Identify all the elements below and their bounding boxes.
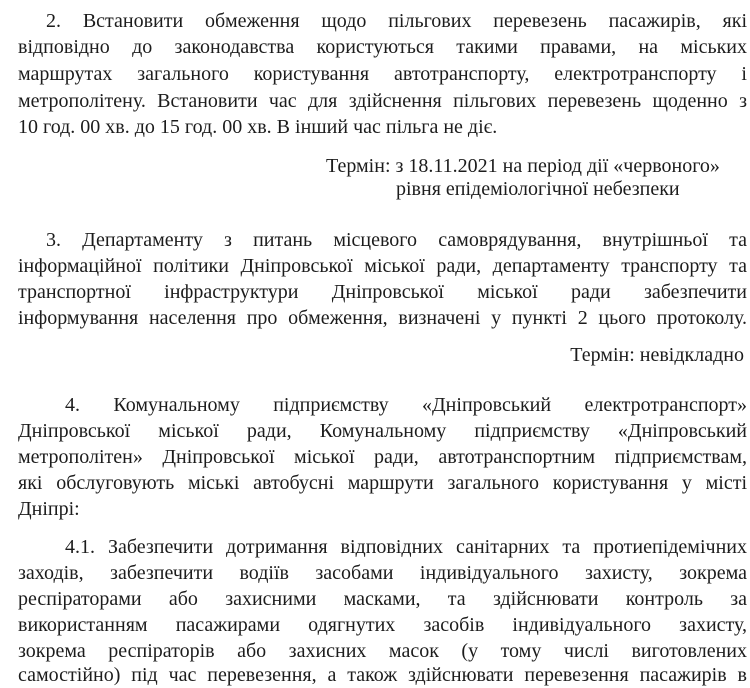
paragraph-4-line-3: метрополітен» Дніпровської міської ради, автотранспортним підприємствам,: [18, 446, 747, 468]
paragraph-2-line-3: маршрутах загального користування автотранспорту, електротранспорту і: [18, 63, 747, 85]
paragraph-3-line-4: інформування населення про обмеження, визначені у пункті 2 цього протоколу.: [18, 307, 747, 329]
paragraph-4-line-2: Дніпровської міської ради, Комунальному підприємству «Дніпровський: [18, 420, 747, 442]
paragraph-4-1-line-3: респіраторами або захисними масками, та здійснювати контроль за: [18, 588, 747, 610]
paragraph-4-line-4: які обслуговують міські автобусні маршрути загального користування у місті: [18, 472, 747, 494]
paragraph-2-line-5: 10 год. 00 хв. до 15 год. 00 хв. В інший час пільга не діє.: [18, 116, 498, 138]
paragraph-4-1-line-6: самостійно) під час перевезення, а також здійснювати перевезення пасажирів в: [18, 664, 747, 686]
term-2-line-2: рівня епідеміологічної небезпеки: [396, 178, 680, 200]
term-2-line-1: Термін: з 18.11.2021 на період дії «червоного»: [326, 155, 720, 177]
paragraph-4-1-line-2: заходів, забезпечити водіїв засобами індивідуального захисту, зокрема: [18, 562, 747, 584]
paragraph-4-line-1: 4. Комунальному підприємству «Дніпровський електротранспорт»: [65, 394, 747, 416]
paragraph-4-line-5: Дніпрі:: [18, 498, 80, 520]
paragraph-2-line-1: 2. Встановити обмеження щодо пільгових перевезень пасажирів, які: [46, 10, 747, 32]
paragraph-2-line-2: відповідно до законодавства користуються такими правами, на міських: [18, 36, 747, 58]
paragraph-3-line-3: транспортної інфраструктури Дніпровської міської ради забезпечити: [18, 281, 747, 303]
term-3: Термін: невідкладно: [570, 344, 744, 366]
paragraph-4-1-line-5: зокрема респіраторів або захисних масок (у тому числі виготовлених: [18, 640, 747, 662]
paragraph-3-line-1: 3. Департаменту з питань місцевого самоврядування, внутрішньої та: [46, 229, 747, 251]
paragraph-3-line-2: інформаційної політики Дніпровської міської ради, департаменту транспорту та: [18, 255, 747, 277]
paragraph-4-1-line-4: використанням пасажирами одягнутих засобів індивідуального захисту,: [18, 614, 747, 636]
paragraph-2-line-4: метрополітену. Встановити час для здійснення пільгових перевезень щоденно з: [18, 90, 747, 112]
paragraph-4-1-line-1: 4.1. Забезпечити дотримання відповідних санітарних та протиепідемічних: [65, 536, 747, 558]
